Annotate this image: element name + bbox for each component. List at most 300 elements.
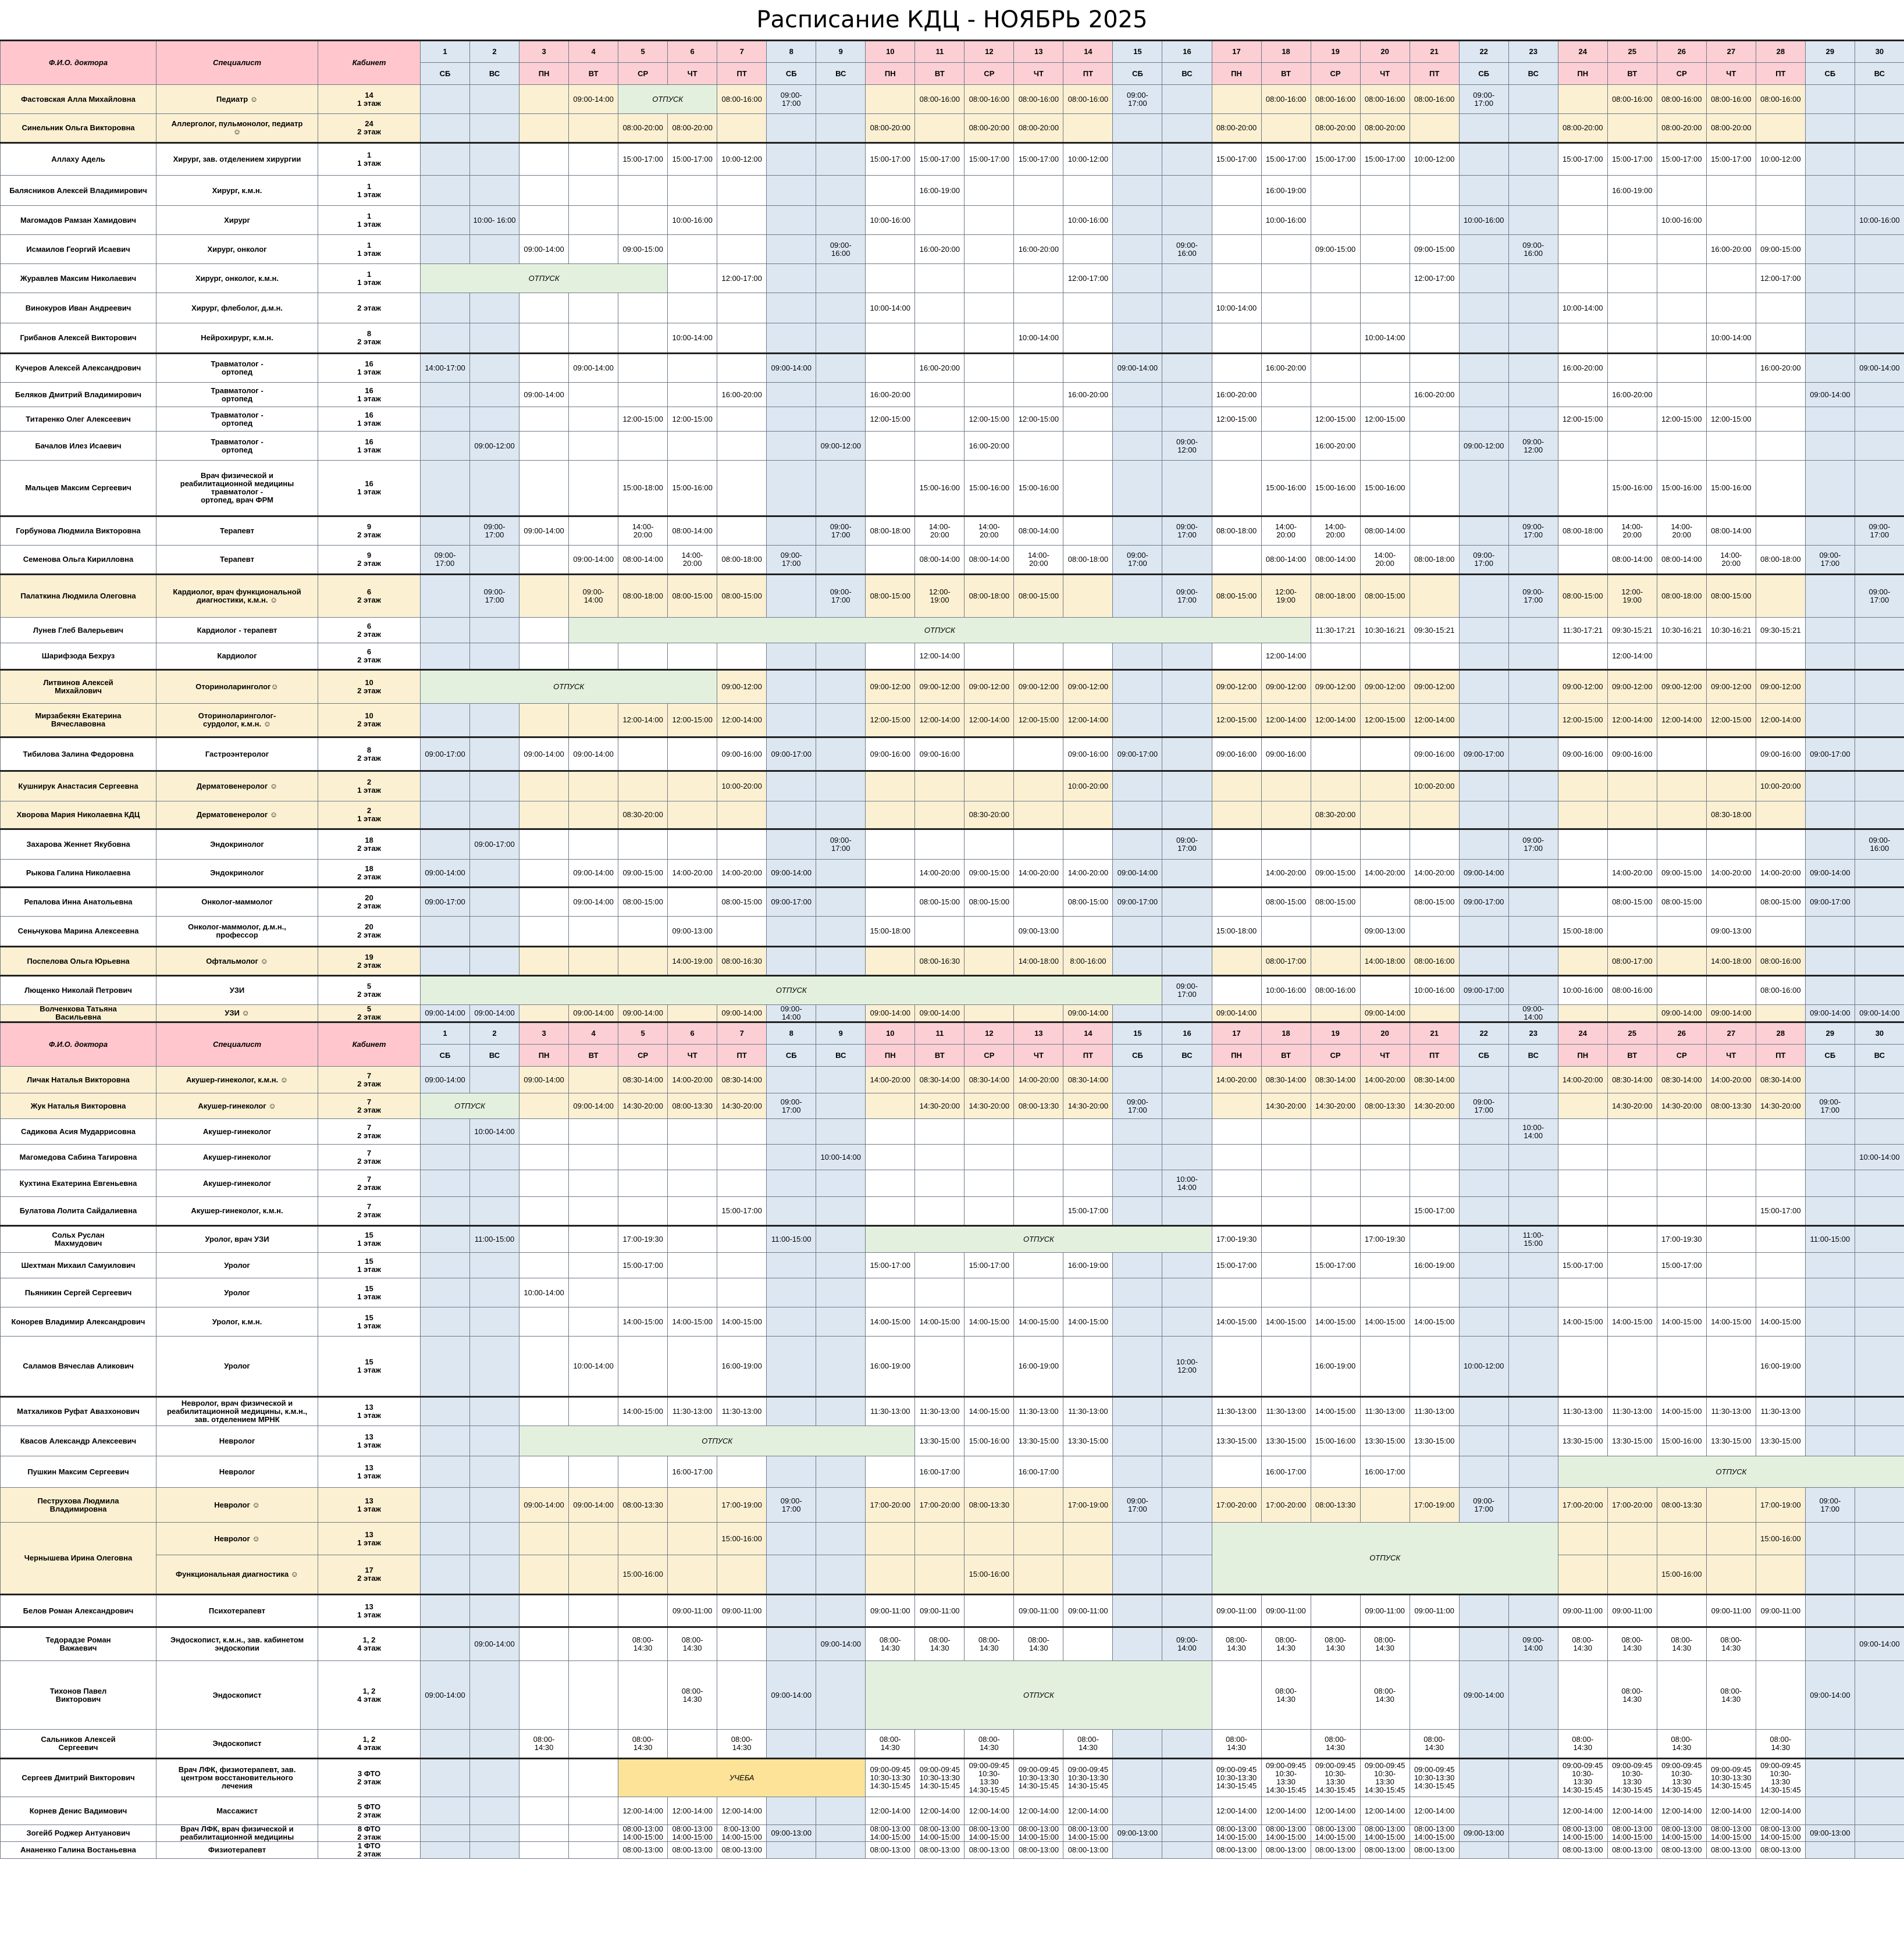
day-number: 13: [1014, 1022, 1063, 1045]
schedule-cell: 12:00-14:00: [915, 704, 965, 737]
room: 6 2 этаж: [318, 575, 421, 618]
empty-cell: [1805, 1797, 1855, 1825]
specialty: УЗИ: [156, 976, 318, 1005]
empty-cell: [519, 407, 569, 432]
schedule-cell: 09:00-17:00: [470, 829, 519, 860]
schedule-cell: 15:00-17:00: [1014, 143, 1063, 176]
day-of-week: ЧТ: [668, 1045, 717, 1067]
schedule-cell: 08:00-16:00: [717, 85, 767, 114]
empty-cell: [1508, 1253, 1558, 1278]
empty-cell: [717, 1456, 767, 1488]
empty-cell: [668, 1253, 717, 1278]
schedule-cell: 08:00-15:00: [1558, 575, 1607, 618]
empty-cell: [1855, 618, 1904, 643]
empty-cell: [1360, 829, 1410, 860]
empty-cell: [816, 206, 866, 235]
empty-cell: [767, 432, 816, 461]
schedule-cell: 14:00-15:00: [1657, 1307, 1706, 1337]
schedule-cell: 08:00-15:00: [1360, 575, 1410, 618]
doctor-name: Палаткина Людмила Олеговна: [1, 575, 156, 618]
doctor-name: Пеструхова Людмила Владимировна: [1, 1488, 156, 1523]
schedule-cell: 09:00- 17:00: [1855, 516, 1904, 546]
specialty: Хирург, к.м.н.: [156, 176, 318, 206]
empty-cell: [1508, 1337, 1558, 1397]
day-number: 18: [1261, 1022, 1311, 1045]
empty-cell: [1113, 1842, 1162, 1859]
schedule-cell: 16:00-19:00: [1607, 176, 1657, 206]
room: 7 2 этаж: [318, 1093, 421, 1119]
empty-cell: [1607, 407, 1657, 432]
schedule-cell: 15:00-17:00: [668, 143, 717, 176]
empty-cell: [1162, 1730, 1212, 1759]
schedule-cell: 12:00-15:00: [668, 407, 717, 432]
empty-cell: [1756, 1627, 1805, 1661]
empty-cell: [1756, 1661, 1805, 1730]
empty-cell: [1805, 176, 1855, 206]
schedule-cell: 14:00-15:00: [618, 1307, 668, 1337]
day-of-week: ЧТ: [1706, 1045, 1756, 1067]
empty-cell: [569, 432, 618, 461]
schedule-cell: 12:00-14:00: [717, 704, 767, 737]
schedule-cell: 08:00-15:00: [618, 888, 668, 917]
schedule-cell: 12:00-14:00: [668, 1797, 717, 1825]
empty-cell: [767, 293, 816, 323]
schedule-cell: 14:00-20:00: [1360, 860, 1410, 888]
empty-cell: [767, 1555, 816, 1595]
schedule-cell: 09:00-17:00: [1805, 737, 1855, 771]
empty-cell: [1063, 575, 1113, 618]
schedule-cell: 09:00-14:00: [569, 546, 618, 575]
schedule-cell: 12:00-14:00: [1756, 704, 1805, 737]
empty-cell: [1855, 643, 1904, 670]
schedule-cell: 10:00-16:00: [1855, 206, 1904, 235]
empty-cell: [816, 1397, 866, 1426]
empty-cell: [470, 407, 519, 432]
schedule-cell: 14:00-15:00: [1311, 1397, 1360, 1426]
schedule-cell: 15:00-16:00: [1261, 461, 1311, 516]
schedule-cell: 10:00-16:00: [668, 206, 717, 235]
empty-cell: [618, 293, 668, 323]
schedule-cell: 17:00-19:30: [1657, 1226, 1706, 1253]
empty-cell: [1261, 1226, 1311, 1253]
empty-cell: [1014, 801, 1063, 829]
schedule-cell: 09:00-17:00: [1113, 737, 1162, 771]
empty-cell: [1756, 516, 1805, 546]
empty-cell: [1607, 829, 1657, 860]
empty-cell: [767, 143, 816, 176]
schedule-cell: 13:30-15:00: [1014, 1426, 1063, 1456]
schedule-cell: 16:00-20:00: [1311, 432, 1360, 461]
empty-cell: [1558, 643, 1607, 670]
empty-cell: [470, 1759, 519, 1797]
schedule-cell: 12:00-15:00: [1360, 704, 1410, 737]
empty-cell: [1756, 407, 1805, 432]
empty-cell: [1855, 176, 1904, 206]
empty-cell: [1706, 771, 1756, 801]
schedule-cell: 08:00-16:00: [915, 85, 965, 114]
doctor-row: [1, 947, 1904, 976]
doctor-row: [1, 917, 1904, 947]
schedule-cell: 08:00-15:00: [1311, 888, 1360, 917]
empty-cell: [1855, 1226, 1904, 1253]
empty-cell: [1014, 643, 1063, 670]
empty-cell: [1805, 143, 1855, 176]
empty-cell: [1657, 176, 1706, 206]
schedule-cell: 08:00- 14:30: [1360, 1627, 1410, 1661]
empty-cell: [1014, 1170, 1063, 1197]
schedule-cell: 09:00-16:00: [866, 737, 915, 771]
schedule-cell: 08:00- 14:30: [1014, 1627, 1063, 1661]
schedule-cell: 12:00-14:00: [1607, 1797, 1657, 1825]
empty-cell: [1014, 1197, 1063, 1226]
empty-cell: [421, 801, 470, 829]
schedule-cell: 15:00-18:00: [1212, 917, 1261, 947]
empty-cell: [1410, 1337, 1459, 1397]
room: 16 1 этаж: [318, 461, 421, 516]
schedule-cell: 08:00-13:00: [618, 1842, 668, 1859]
empty-cell: [1805, 1145, 1855, 1170]
empty-cell: [1607, 354, 1657, 383]
day-of-week: ПН: [1558, 63, 1607, 85]
empty-cell: [668, 1730, 717, 1759]
empty-cell: [915, 829, 965, 860]
schedule-cell: 12:00-14:00: [915, 1797, 965, 1825]
schedule-cell: 09:00-09:45 10:30- 13:30 14:30-15:45: [1756, 1759, 1805, 1797]
empty-cell: [1162, 917, 1212, 947]
doctor-row: [1, 1337, 1904, 1397]
empty-cell: [1162, 461, 1212, 516]
schedule-cell: 09:30-15:21: [1756, 618, 1805, 643]
empty-cell: [1508, 206, 1558, 235]
schedule-cell: 15:00-17:00: [1212, 143, 1261, 176]
schedule-cell: 09:00- 16:00: [1162, 235, 1212, 264]
schedule-cell: 09:00-16:00: [1261, 737, 1311, 771]
empty-cell: [1805, 917, 1855, 947]
empty-cell: [1607, 1253, 1657, 1278]
room: 7 2 этаж: [318, 1145, 421, 1170]
empty-cell: [1162, 1797, 1212, 1825]
empty-cell: [1459, 143, 1508, 176]
specialty: Хирург, зав. отделением хирургии: [156, 143, 318, 176]
empty-cell: [866, 461, 915, 516]
empty-cell: [1311, 1661, 1360, 1730]
schedule-cell: 09:00-09:45 10:30- 13:30 14:30-15:45: [1607, 1759, 1657, 1797]
empty-cell: [421, 1307, 470, 1337]
empty-cell: [1014, 176, 1063, 206]
schedule-cell: 12:00-15:00: [1558, 704, 1607, 737]
empty-cell: [1212, 432, 1261, 461]
empty-cell: [1162, 1307, 1212, 1337]
empty-cell: [1508, 771, 1558, 801]
empty-cell: [767, 176, 816, 206]
empty-cell: [1113, 1523, 1162, 1555]
empty-cell: [1360, 1145, 1410, 1170]
day-of-week: СР: [1657, 1045, 1706, 1067]
schedule-cell: 15:00-17:00: [1756, 1197, 1805, 1226]
empty-cell: [1805, 206, 1855, 235]
day-number: 3: [519, 41, 569, 63]
empty-cell: [1558, 771, 1607, 801]
schedule-cell: 14:00-15:00: [1607, 1307, 1657, 1337]
empty-cell: [1657, 771, 1706, 801]
schedule-cell: 10:00-12:00: [1410, 143, 1459, 176]
empty-cell: [965, 383, 1014, 407]
room: 15 1 этаж: [318, 1253, 421, 1278]
schedule-cell: 09:00-17:00: [1805, 888, 1855, 917]
schedule-cell: 08:00-16:00: [1261, 85, 1311, 114]
empty-cell: [866, 323, 915, 354]
empty-cell: [569, 1627, 618, 1661]
empty-cell: [1459, 114, 1508, 143]
schedule-cell: 17:00-20:00: [866, 1488, 915, 1523]
empty-cell: [519, 1119, 569, 1145]
empty-cell: [668, 1005, 717, 1022]
empty-cell: [470, 1456, 519, 1488]
schedule-cell: 14:00-15:00: [965, 1307, 1014, 1337]
doctor-name: Корнев Денис Вадимович: [1, 1797, 156, 1825]
doctor-row: [1, 801, 1904, 829]
schedule-cell: 08:00-13:00: [1014, 1842, 1063, 1859]
schedule-cell: 12:00-14:00: [1261, 1797, 1311, 1825]
schedule-cell: 16:00-19:00: [1311, 1337, 1360, 1397]
empty-cell: [1459, 704, 1508, 737]
schedule-cell: 09:00-14:00: [519, 516, 569, 546]
schedule-cell: 08:00-18:00: [618, 575, 668, 618]
doctor-row: [1, 1595, 1904, 1627]
empty-cell: [1805, 801, 1855, 829]
schedule-cell: 15:00-17:00: [915, 143, 965, 176]
empty-cell: [816, 1337, 866, 1397]
doctor-row: [1, 1842, 1904, 1859]
specialty: Кардиолог - терапевт: [156, 618, 318, 643]
empty-cell: [421, 206, 470, 235]
empty-cell: [421, 1523, 470, 1555]
schedule-cell: 09:00-09:45 10:30-13:30 14:30-15:45: [1212, 1759, 1261, 1797]
schedule-cell: 08:00- 14:30: [1706, 1627, 1756, 1661]
schedule-cell: 08:00-14:00: [965, 546, 1014, 575]
schedule-cell: 08:00-13:00 14:00-15:00: [1657, 1825, 1706, 1842]
schedule-cell: 08:00-18:00: [1311, 575, 1360, 618]
empty-cell: [519, 643, 569, 670]
doctor-row: [1, 323, 1904, 354]
empty-cell: [1162, 670, 1212, 704]
empty-cell: [1063, 432, 1113, 461]
schedule-cell: 14:00-15:00: [1558, 1307, 1607, 1337]
empty-cell: [1508, 1093, 1558, 1119]
schedule-cell: 08:00- 14:30: [1311, 1627, 1360, 1661]
doctor-row: [1, 235, 1904, 264]
schedule-cell: 08:00-15:00: [668, 575, 717, 618]
doctor-row: [1, 1825, 1904, 1842]
empty-cell: [421, 1278, 470, 1307]
empty-cell: [519, 860, 569, 888]
schedule-cell: 09:00-12:00: [1212, 670, 1261, 704]
doctor-name: Волченкова Татьяна Васильевна: [1, 1005, 156, 1022]
schedule-cell: 09:00-12:00: [1756, 670, 1805, 704]
schedule-cell: 08:00-16:00: [1410, 947, 1459, 976]
empty-cell: [1805, 1170, 1855, 1197]
empty-cell: [1261, 1170, 1311, 1197]
empty-cell: [519, 829, 569, 860]
schedule-cell: 11:30-13:00: [717, 1397, 767, 1426]
empty-cell: [1508, 264, 1558, 293]
schedule-cell: 10:00-14:00: [816, 1145, 866, 1170]
empty-cell: [1459, 383, 1508, 407]
schedule-cell: 08:00-13:30: [1311, 1488, 1360, 1523]
empty-cell: [1261, 323, 1311, 354]
empty-cell: [1657, 976, 1706, 1005]
schedule-cell: 10:00-20:00: [1756, 771, 1805, 801]
day-of-week: ВТ: [915, 63, 965, 85]
empty-cell: [470, 1842, 519, 1859]
schedule-cell: 15:00-17:00: [618, 143, 668, 176]
schedule-cell: 10:00-14:00: [470, 1119, 519, 1145]
schedule-cell: 16:00-20:00: [1014, 235, 1063, 264]
empty-cell: [618, 1145, 668, 1170]
empty-cell: [1113, 114, 1162, 143]
schedule-cell: 12:00-15:00: [668, 704, 717, 737]
schedule-cell: 14:00-20:00: [1360, 1067, 1410, 1093]
empty-cell: [569, 829, 618, 860]
schedule-cell: 10:00-12:00: [1459, 1337, 1508, 1397]
empty-cell: [1261, 829, 1311, 860]
day-of-week: ПН: [1212, 63, 1261, 85]
schedule-cell: 08:00-15:00: [1607, 888, 1657, 917]
empty-cell: [1410, 1119, 1459, 1145]
empty-cell: [1113, 293, 1162, 323]
empty-cell: [569, 917, 618, 947]
schedule-cell: 09:00- 17:00: [1113, 1488, 1162, 1523]
schedule-cell: 16:00-19:00: [915, 176, 965, 206]
specialty: Физиотерапевт: [156, 1842, 318, 1859]
empty-cell: [1113, 264, 1162, 293]
empty-cell: [1657, 293, 1706, 323]
schedule-cell: 10:30-16:21: [1706, 618, 1756, 643]
day-number: 6: [668, 1022, 717, 1045]
empty-cell: [1805, 1278, 1855, 1307]
specialty: Хирург, онколог: [156, 235, 318, 264]
specialty: УЗИ ☺: [156, 1005, 318, 1022]
empty-cell: [816, 1005, 866, 1022]
empty-cell: [1410, 461, 1459, 516]
schedule-cell: 10:00-14:00: [1212, 293, 1261, 323]
schedule-cell: 08:00-16:00: [1311, 976, 1360, 1005]
schedule-cell: 15:00-17:00: [866, 143, 915, 176]
header-room: Кабинет: [318, 1022, 421, 1067]
schedule-cell: 08:30-14:00: [1261, 1067, 1311, 1093]
empty-cell: [1212, 1119, 1261, 1145]
schedule-cell: 08:00-16:00: [1311, 85, 1360, 114]
schedule-cell: 15:00-18:00: [866, 917, 915, 947]
schedule-cell: 15:00-17:00: [1063, 1197, 1113, 1226]
empty-cell: [569, 1278, 618, 1307]
schedule-cell: 08:00- 14:30: [668, 1661, 717, 1730]
schedule-cell: 17:00-20:00: [1558, 1488, 1607, 1523]
doctor-row: [1, 771, 1904, 801]
schedule-cell: 16:00-19:00: [1410, 1253, 1459, 1278]
empty-cell: [1855, 704, 1904, 737]
schedule-cell: 08:00- 14:30: [618, 1627, 668, 1661]
room: 9 2 этаж: [318, 546, 421, 575]
empty-cell: [816, 643, 866, 670]
schedule-cell: 12:00-14:00: [915, 643, 965, 670]
schedule-cell: 14:30-20:00: [1410, 1093, 1459, 1119]
empty-cell: [1162, 1119, 1212, 1145]
empty-cell: [1706, 1197, 1756, 1226]
empty-cell: [965, 1595, 1014, 1627]
doctor-name: Сальников Алексей Сергеевич: [1, 1730, 156, 1759]
doctor-name: Титаренко Олег Алексеевич: [1, 407, 156, 432]
empty-cell: [668, 432, 717, 461]
empty-cell: [767, 1842, 816, 1859]
empty-cell: [1063, 293, 1113, 323]
schedule-cell: 09:00-15:00: [1756, 235, 1805, 264]
schedule-cell: 09:00-14:00: [1113, 354, 1162, 383]
empty-cell: [1558, 1661, 1607, 1730]
schedule-cell: 09:00-12:00: [965, 670, 1014, 704]
schedule-cell: 08:30-20:00: [1311, 801, 1360, 829]
schedule-cell: 08:00-15:00: [1014, 575, 1063, 618]
empty-cell: [1410, 643, 1459, 670]
empty-cell: [1805, 1337, 1855, 1397]
empty-cell: [1756, 1555, 1805, 1595]
empty-cell: [1162, 143, 1212, 176]
empty-cell: [421, 1797, 470, 1825]
empty-cell: [618, 1595, 668, 1627]
schedule-cell: 08:00-13:00: [1410, 1842, 1459, 1859]
room: 8 2 этаж: [318, 323, 421, 354]
schedule-cell: 11:30-13:00: [668, 1397, 717, 1426]
schedule-cell: 09:00-17:00: [1459, 737, 1508, 771]
doctor-name: Шехтман Михаил Самуилович: [1, 1253, 156, 1278]
empty-cell: [1508, 888, 1558, 917]
empty-cell: [1360, 771, 1410, 801]
day-of-week: ВТ: [569, 1045, 618, 1067]
schedule-cell: 16:00-17:00: [915, 1456, 965, 1488]
empty-cell: [519, 1397, 569, 1426]
empty-cell: [668, 1197, 717, 1226]
day-of-week: ВТ: [1607, 63, 1657, 85]
empty-cell: [965, 354, 1014, 383]
doctor-name: Синельник Ольга Викторовна: [1, 114, 156, 143]
schedule-cell: 08:00-16:00: [1756, 85, 1805, 114]
empty-cell: [767, 643, 816, 670]
day-number: 5: [618, 41, 668, 63]
day-number: 27: [1706, 1022, 1756, 1045]
empty-cell: [1212, 860, 1261, 888]
empty-cell: [421, 85, 470, 114]
schedule-cell: 11:30-17:21: [1311, 618, 1360, 643]
schedule-cell: 09:00-13:00: [1360, 917, 1410, 947]
schedule-cell: 15:00-16:00: [1657, 1555, 1706, 1595]
empty-cell: [1113, 1170, 1162, 1197]
schedule-cell: 09:00- 17:00: [1459, 1488, 1508, 1523]
empty-cell: [569, 947, 618, 976]
empty-cell: [816, 1278, 866, 1307]
empty-cell: [1607, 1337, 1657, 1397]
schedule-cell: 14:00-20:00: [1607, 860, 1657, 888]
schedule-cell: 09:00- 17:00: [816, 829, 866, 860]
empty-cell: [618, 323, 668, 354]
empty-cell: [1459, 801, 1508, 829]
day-of-week: ВТ: [1607, 1045, 1657, 1067]
schedule-cell: 09:00-14:00: [519, 235, 569, 264]
empty-cell: [1014, 1119, 1063, 1145]
schedule-cell: 13:30-15:00: [1212, 1426, 1261, 1456]
empty-cell: [1855, 771, 1904, 801]
empty-cell: [1805, 1523, 1855, 1555]
empty-cell: [421, 516, 470, 546]
